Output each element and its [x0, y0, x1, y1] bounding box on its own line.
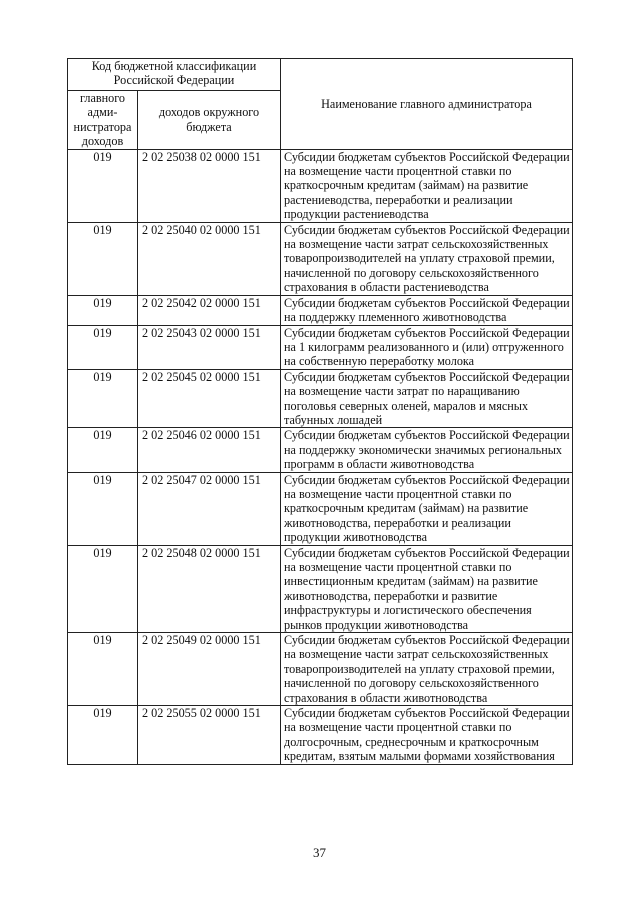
- header-row-group: [68, 59, 573, 91]
- revenue-code-cell: 2 02 25042 02 0000 151: [138, 295, 281, 325]
- revenue-code-cell: 2 02 25055 02 0000 151: [138, 706, 281, 765]
- header-budget-classification-code: Код бюджетной классификации Российской Федерации: [68, 59, 281, 91]
- revenue-code-cell: 2 02 25043 02 0000 151: [138, 325, 281, 369]
- admin-code-cell: 019: [68, 369, 138, 428]
- table-row: [68, 428, 573, 472]
- revenue-classification-table: [67, 58, 573, 765]
- table-row: [68, 706, 573, 765]
- header-district-revenue: доходов окружного бюджета: [138, 91, 281, 150]
- admin-code-cell: 019: [68, 472, 138, 545]
- table-row: [68, 149, 573, 222]
- revenue-code-cell: 2 02 25045 02 0000 151: [138, 369, 281, 428]
- admin-code-cell: 019: [68, 545, 138, 632]
- revenue-code-cell: 2 02 25046 02 0000 151: [138, 428, 281, 472]
- admin-code-cell: 019: [68, 325, 138, 369]
- revenue-code-cell: 2 02 25047 02 0000 151: [138, 472, 281, 545]
- table-body: [68, 149, 573, 764]
- revenue-name-cell: Субсидии бюджетам субъектов Российской Федерации на поддержку племенного животноводства: [281, 295, 573, 325]
- revenue-code-cell: 2 02 25048 02 0000 151: [138, 545, 281, 632]
- table-row: [68, 295, 573, 325]
- revenue-name-cell: Субсидии бюджетам субъектов Российской Федерации на возмещение части затрат по наращиванию поголовья северных оленей, маралов и мясных табунных лошадей: [281, 369, 573, 428]
- table-row: [68, 369, 573, 428]
- revenue-name-cell: Субсидии бюджетам субъектов Российской Федерации на возмещение части процентной ставки по инвестиционным кредитам (займам) на развитие животноводства, переработки и развитие инфраструктуры и логистического обеспечения рынков продукции животноводства: [281, 545, 573, 632]
- table-row: [68, 633, 573, 706]
- table-row: [68, 325, 573, 369]
- revenue-code-cell: 2 02 25038 02 0000 151: [138, 149, 281, 222]
- header-administrator-name: Наименование главного администратора: [281, 59, 573, 150]
- revenue-name-cell: Субсидии бюджетам субъектов Российской Федерации на возмещение части затрат сельскохозяйственных товаропроизводителей на уплату страховой премии, начисленной по договору сельскохозяйственного страхования в области растениеводства: [281, 222, 573, 295]
- admin-code-cell: 019: [68, 295, 138, 325]
- table-row: [68, 222, 573, 295]
- table-row: [68, 545, 573, 632]
- revenue-name-cell: Субсидии бюджетам субъектов Российской Федерации на поддержку экономически значимых региональных программ в области животноводства: [281, 428, 573, 472]
- admin-code-cell: 019: [68, 428, 138, 472]
- revenue-name-cell: Субсидии бюджетам субъектов Российской Федерации на возмещение части затрат сельскохозяйственных товаропроизводителей на уплату страховой премии, начисленной по договору сельскохозяйственного страхования в области животноводства: [281, 633, 573, 706]
- admin-code-cell: 019: [68, 633, 138, 706]
- revenue-code-cell: 2 02 25040 02 0000 151: [138, 222, 281, 295]
- table-row: [68, 472, 573, 545]
- revenue-name-cell: Субсидии бюджетам субъектов Российской Федерации на возмещение части процентной ставки по краткосрочным кредитам (займам) на развитие растениеводства, переработки и реализации продукции растениеводства: [281, 149, 573, 222]
- page-number: 37: [313, 845, 326, 860]
- header-main-administrator: главного адми-нистратора доходов: [68, 91, 138, 150]
- revenue-name-cell: Субсидии бюджетам субъектов Российской Федерации на 1 килограмм реализованного и (или) отгруженного на собственную переработку молока: [281, 325, 573, 369]
- admin-code-cell: 019: [68, 222, 138, 295]
- revenue-name-cell: Субсидии бюджетам субъектов Российской Федерации на возмещение части процентной ставки по долгосрочным, среднесрочным и краткосрочным кредитам, взятым малыми формами хозяйствования: [281, 706, 573, 765]
- revenue-code-cell: 2 02 25049 02 0000 151: [138, 633, 281, 706]
- admin-code-cell: 019: [68, 706, 138, 765]
- revenue-name-cell: Субсидии бюджетам субъектов Российской Федерации на возмещение части процентной ставки по краткосрочным кредитам (займам) на развитие животноводства, переработки и реализации продукции животноводства: [281, 472, 573, 545]
- admin-code-cell: 019: [68, 149, 138, 222]
